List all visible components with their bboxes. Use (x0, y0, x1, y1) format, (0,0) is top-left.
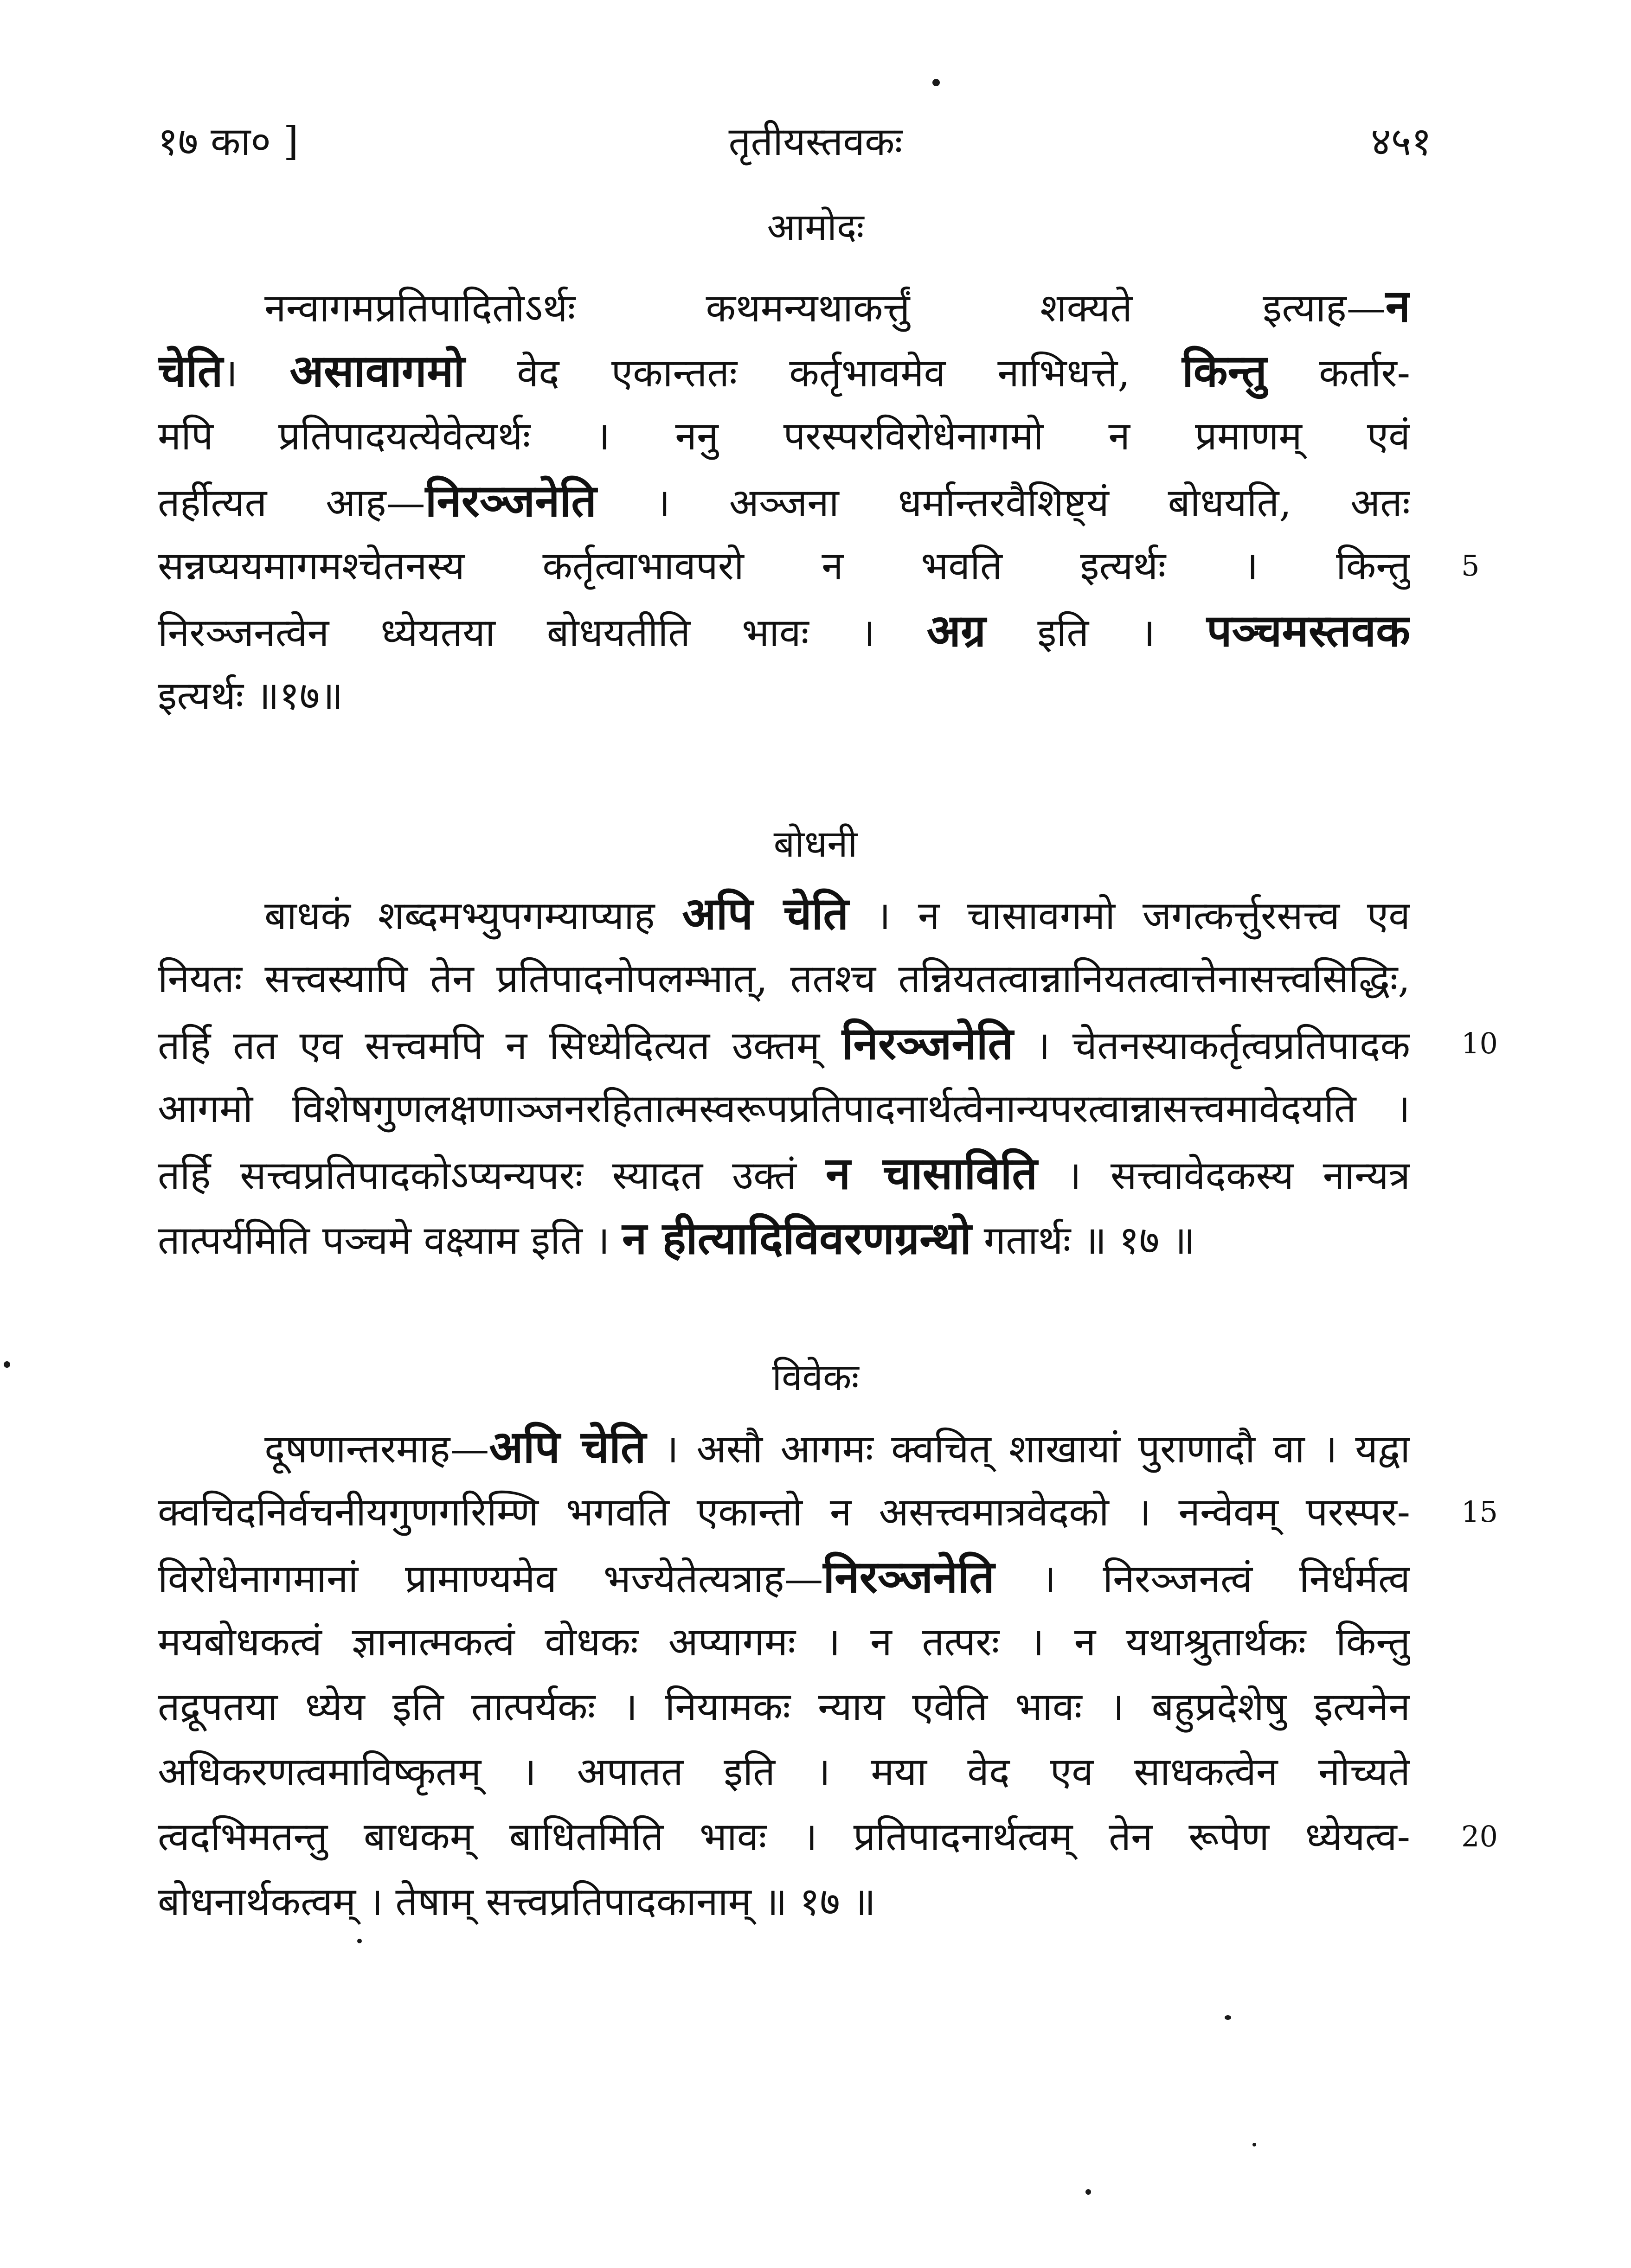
text-run: आगमो विशेषगुणलक्षणाञ्जनरहितात्मस्वरूपप्रतिपादनार्थत्वेनान्यपरत्वान्नासत्त्वमावेदयति । (158, 1086, 1410, 1131)
text-line (158, 1011, 1410, 1076)
text-line (158, 663, 1410, 728)
text-run: दूषणान्तरमाह— (264, 1426, 489, 1472)
text-line (158, 533, 1410, 598)
section-viveka-body (158, 1415, 1410, 1934)
text-run: । न चासावगमो जगत्कर्त्तुरसत्त्व एव (848, 893, 1410, 938)
text-run: कर्तार- (1266, 350, 1410, 396)
line-number: 10 (1461, 1026, 1498, 1060)
section-title-viveka: विवेकः (772, 1356, 859, 1399)
text-line (158, 598, 1410, 663)
text-line (158, 881, 1410, 946)
text-run: बाधकं शब्दमभ्युपगम्याप्याह (264, 893, 682, 938)
text-run: बोधनार्थकत्वम् । तेषाम् सत्त्वप्रतिपादकानाम् ॥ १७ ॥ (158, 1879, 876, 1924)
bold-term: न हीत्यादिविवरणग्रन्थो (622, 1212, 972, 1264)
text-run: । निरञ्जनत्वं निर्धर्मत्व (994, 1556, 1410, 1602)
scan-speck (932, 79, 940, 86)
text-line (158, 1674, 1410, 1739)
text-line (158, 404, 1410, 468)
bold-term: किन्तु (1182, 345, 1267, 397)
header-title: तृतीयस्तवकः (728, 119, 903, 164)
text-run: सन्नप्ययमागमश्चेतनस्य कर्तृत्वाभावपरो न भवति इत्यर्थः । किन्तु (158, 543, 1410, 589)
bold-term: निरञ्जनेति (823, 1550, 995, 1603)
bold-term: पञ्चमस्तवक (1207, 604, 1410, 657)
bold-term: निरञ्जनेति (841, 1017, 1014, 1070)
bold-term: असावागमो (289, 345, 465, 397)
scan-speck (4, 1361, 10, 1368)
text-line (158, 1869, 1410, 1934)
text-run: वेद एकान्ततः कर्तृभावमेव नाभिधत्ते, (465, 350, 1182, 396)
text-run: तात्पर्यमिति पञ्चमे वक्ष्याम इति । (158, 1217, 623, 1263)
line-number: 15 (1461, 1495, 1498, 1529)
section-amoda-body (158, 274, 1410, 728)
bold-term: न चासाविति (825, 1147, 1038, 1199)
header-page-number: ४५१ (1370, 119, 1432, 164)
text-line (158, 339, 1410, 404)
text-line (158, 1415, 1410, 1480)
text-run: नियतः सत्त्वस्यापि तेन प्रतिपादनोपलम्भात्, ततश्च तन्नियतत्वान्नानियतत्वात्तेनासत्त्वसिद्धिः, (158, 956, 1410, 1001)
text-run: विरोधेनागमानां प्रामाण्यमेव भज्येतेत्यत्राह— (158, 1556, 823, 1602)
bold-term: चेति (158, 345, 223, 397)
line-number: 20 (1461, 1820, 1498, 1853)
text-line (158, 1076, 1410, 1141)
text-run: । अञ्जना धर्मान्तरवैशिष्ट्यं बोधयति, अतः (597, 480, 1410, 525)
bold-term: अपि चेति (489, 1421, 646, 1473)
text-run: तर्हि तत एव सत्त्वमपि न सिध्येदित्यत उक्तम् (158, 1023, 842, 1068)
text-run: । सत्त्वावेदकस्य नान्यत्र (1037, 1153, 1410, 1198)
section-bodhani-body (158, 881, 1410, 1271)
bold-term: निरञ्जनेति (425, 474, 597, 527)
text-run: गतार्थः ॥ १७ ॥ (971, 1217, 1195, 1263)
text-run: मयबोधकत्वं ज्ञानात्मकत्वं वोधकः अप्यागमः । न तत्परः । न यथाश्रुतार्थकः किन्तु (158, 1619, 1410, 1665)
text-run: इत्यर्थः ॥१७॥ (158, 673, 343, 718)
bold-term: अग्र (926, 604, 986, 657)
text-line (158, 946, 1410, 1011)
text-run: अधिकरणत्वमाविष्कृतम् । अपातत इति । मया वेद एव साधकत्वेन नोच्यते (158, 1749, 1410, 1794)
text-line (158, 1609, 1410, 1674)
scan-speck (1225, 2015, 1231, 2020)
text-line (158, 1739, 1410, 1804)
scan-speck (357, 1939, 362, 1943)
text-run: त्वदभिमतन्तु बाधकम् बाधितमिति भावः । प्रतिपादनार्थत्वम् तेन रूपेण ध्येयत्व- (158, 1814, 1410, 1859)
section-title-amoda: आमोदः (767, 205, 864, 249)
text-run: इति । (986, 610, 1207, 655)
text-run: तद्रूपतया ध्येय इति तात्पर्यकः । नियामकः न्याय एवेति भावः । बहुप्रदेशेषु इत्यनेन (158, 1684, 1410, 1730)
text-run: । चेतनस्याकर्तृत्वप्रतिपादक (1013, 1023, 1410, 1068)
text-line (158, 274, 1410, 339)
text-run: क्वचिदनिर्वचनीयगुणगरिम्णि भगवति एकान्तो न असत्त्वमात्रवेदको । नन्वेवम् परस्पर- (158, 1489, 1410, 1535)
bold-term: न (1385, 280, 1410, 332)
text-line (158, 1804, 1410, 1869)
text-run: । (223, 350, 290, 396)
text-line (158, 1141, 1410, 1206)
text-run: मपि प्रतिपादयत्येवेत्यर्थः । ननु परस्परविरोधेनागमो न प्रमाणम् एवं (158, 413, 1410, 459)
text-line (158, 1480, 1410, 1544)
header-chapter-ref: १७ का० ] (158, 119, 299, 164)
text-run: तर्हीत्यत आह— (158, 480, 425, 525)
scan-speck (1085, 2189, 1091, 2195)
text-run: निरञ्जनत्वेन ध्येयतया बोधयतीति भावः । (158, 610, 927, 655)
text-run: नन्वागमप्रतिपादितोऽर्थः कथमन्यथाकर्त्तुं शक्यते इत्याह— (264, 285, 1386, 331)
text-run: तर्हि सत्त्वप्रतिपादकोऽप्यन्यपरः स्यादत उक्तं (158, 1153, 826, 1198)
text-line (158, 1206, 1410, 1271)
text-line (158, 468, 1410, 533)
section-title-bodhani: बोधनी (773, 822, 858, 865)
bold-term: अपि चेति (682, 887, 849, 940)
text-line (158, 1544, 1410, 1609)
text-run: । असौ आगमः क्वचित् शाखायां पुराणादौ वा । यद्वा (646, 1426, 1410, 1472)
line-number: 5 (1461, 549, 1480, 583)
scan-speck (1252, 2143, 1256, 2146)
